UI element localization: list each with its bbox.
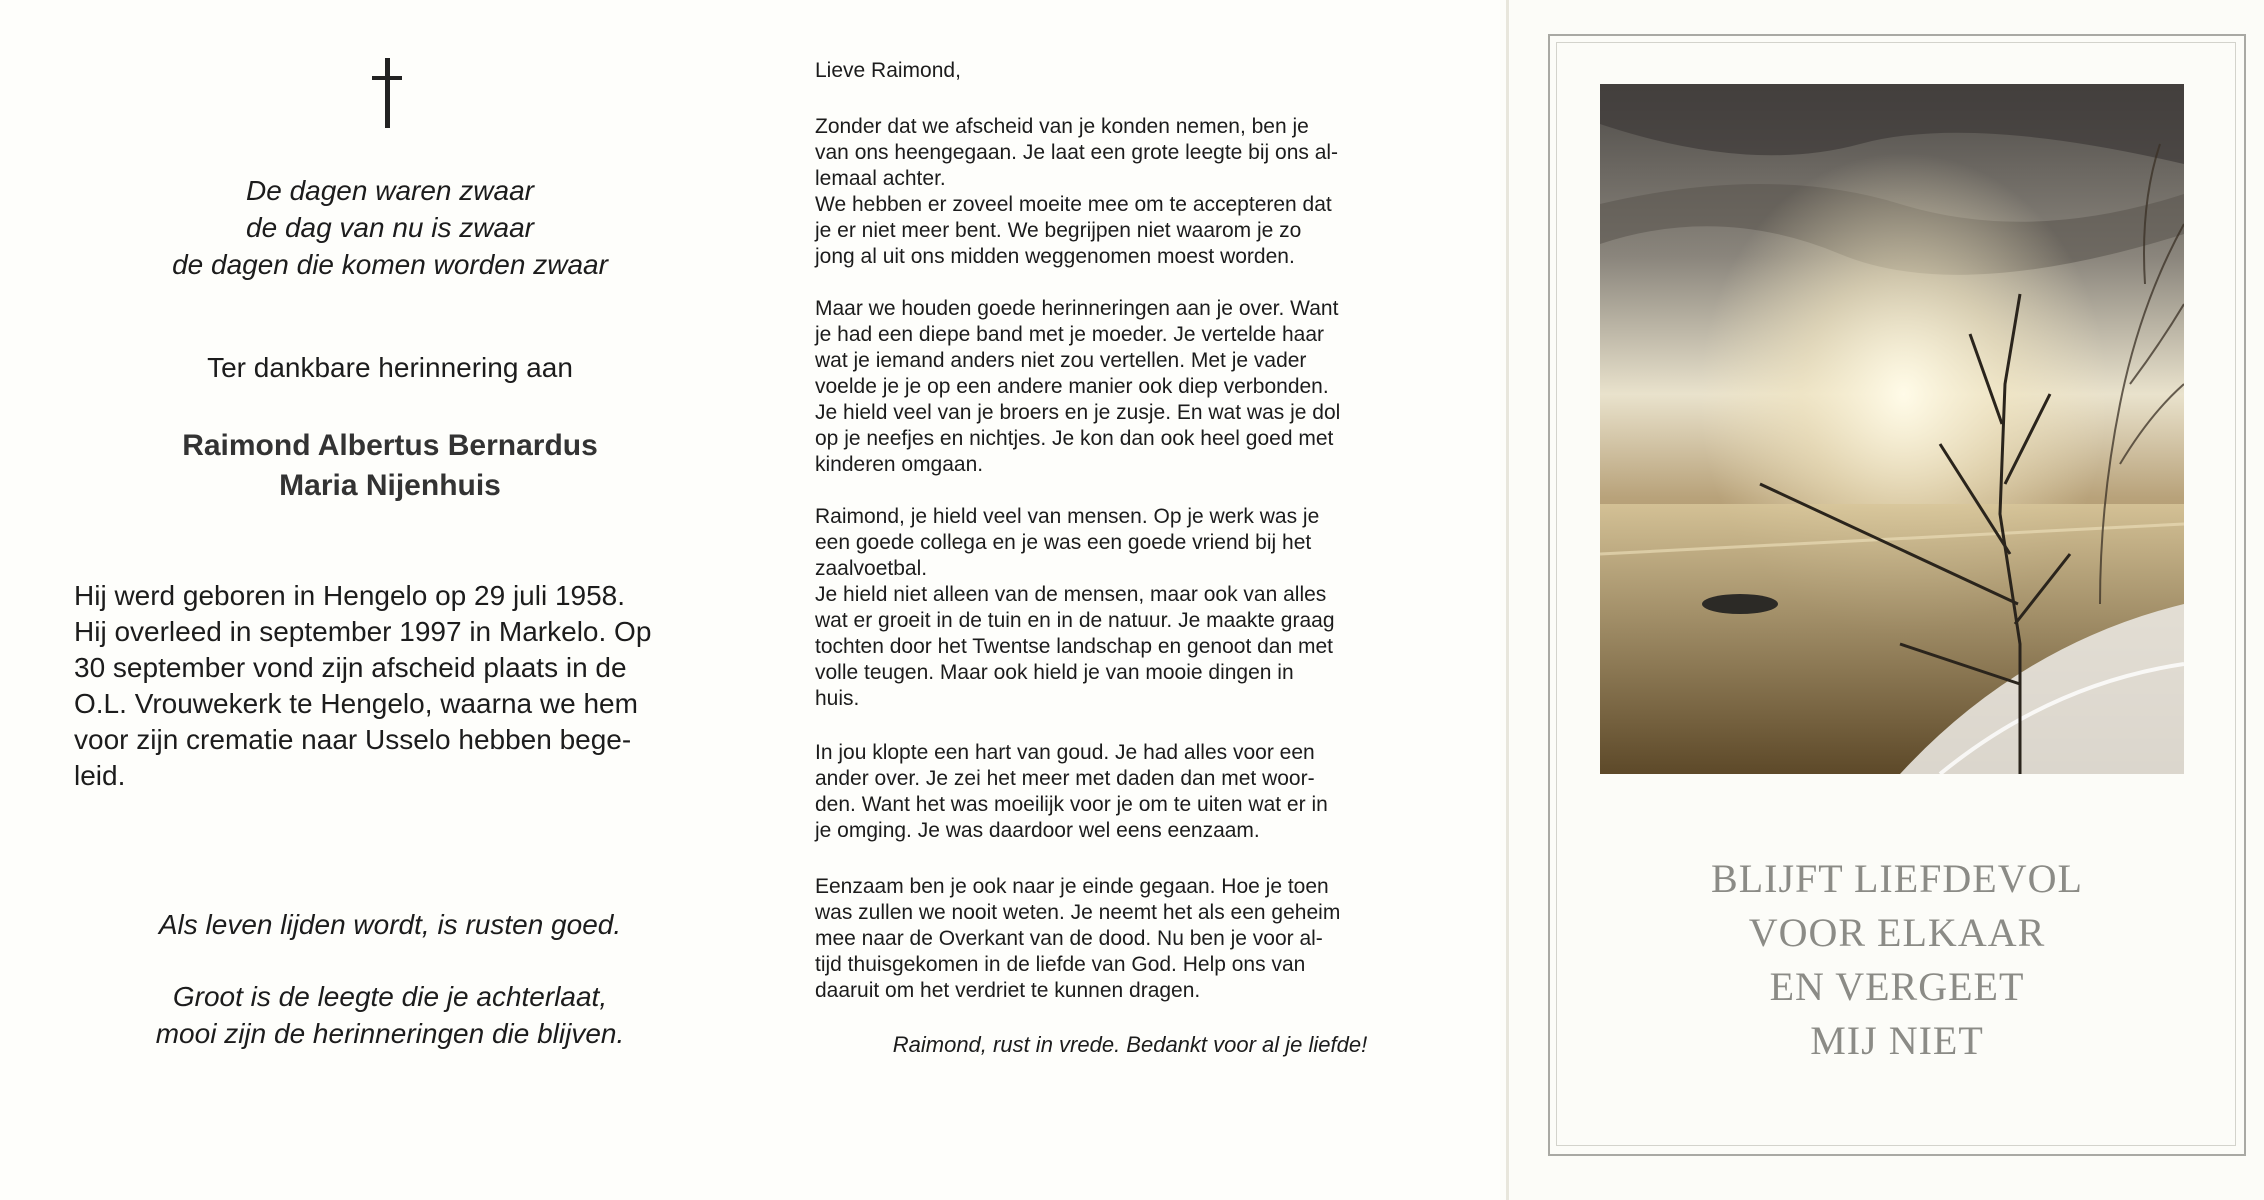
letter-line: was zullen we nooit weten. Je neemt het als een geheim [815, 901, 1341, 924]
motto-line: BLIJFT LIEFDEVOL [1711, 856, 2083, 901]
letter-line: In jou klopte een hart van goud. Je had alles voor een [815, 741, 1315, 764]
letter-line: We hebben er zoveel moeite mee om te accepteren dat [815, 193, 1332, 216]
bio-line: Hij overleed in september 1997 in Markelo. Op [74, 616, 652, 647]
dedication: Ter dankbare herinnering aan [207, 352, 573, 383]
quote-line: Groot is de leegte die je achterlaat, [172, 981, 608, 1012]
letter-line: lemaal achter. [815, 167, 946, 190]
letter-paragraph-3 [815, 504, 1445, 712]
letter-line: Je hield veel van je broers en je zusje. En wat was je dol [815, 401, 1341, 424]
letter-greeting: Lieve Raimond, [815, 59, 961, 82]
letter-paragraph-1 [815, 114, 1445, 270]
letter-line: van ons heengegaan. Je laat een grote leegte bij ons al- [815, 141, 1339, 164]
poem-line: De dagen waren zwaar [246, 175, 534, 206]
letter-line: Maar we houden goede herinneringen aan je over. Want [815, 297, 1339, 320]
motto [1560, 852, 2234, 1068]
letter-closing: Raimond, rust in vrede. Bedankt voor al je liefde! [892, 1032, 1368, 1057]
bio-line: voor zijn crematie naar Usselo hebben bege- [74, 724, 632, 755]
quote-line: mooi zijn de herinneringen die blijven. [155, 1018, 625, 1049]
biography [74, 578, 706, 794]
letter-line: daaruit om het verdriet te kunnen dragen. [815, 979, 1201, 1002]
letter-line: den. Want het was moeilijk voor je om te uiten wat er in [815, 793, 1328, 816]
card-fold [1506, 0, 1509, 1200]
letter-line: jong al uit ons midden weggenomen moest worden. [815, 245, 1295, 268]
letter-paragraph-4 [815, 740, 1445, 844]
letter-line: tijd thuisgekomen in de liefde van God. Help ons van [815, 953, 1306, 976]
cross-icon [372, 58, 402, 128]
letter-line: Zonder dat we afscheid van je konden nemen, ben je [815, 115, 1309, 138]
letter-line: je omging. Je was daardoor wel eens eenzaam. [815, 819, 1260, 842]
letter-line: je had een diepe band met je moeder. Je vertelde haar [815, 323, 1325, 346]
letter-line: Je hield niet alleen van de mensen, maar ook van alles [815, 583, 1327, 606]
opening-poem [90, 172, 690, 283]
letter-line: mee naar de Overkant van de dood. Nu ben je voor al- [815, 927, 1323, 950]
poem-line: de dag van nu is zwaar [246, 212, 534, 243]
name-line-1: Raimond Albertus Bernardus [182, 429, 598, 462]
deceased-name [90, 426, 690, 506]
bio-line: leid. [74, 760, 126, 791]
letter-line: zaalvoetbal. [815, 557, 928, 580]
quote-memories [90, 978, 690, 1052]
name-line-2: Maria Nijenhuis [279, 469, 501, 502]
motto-line: EN VERGEET [1769, 964, 2025, 1009]
letter-line: wat je iemand anders niet zou vertellen. Met je vader [815, 349, 1307, 372]
letter-line: op je neefjes en nichtjes. Je kon dan ook heel goed met [815, 427, 1334, 450]
quote-rest: Als leven lijden wordt, is rusten goed. [158, 909, 622, 940]
letter-line: ander over. Je zei het meer met daden dan met woor- [815, 767, 1315, 790]
letter-line: voelde je je op een andere manier ook diep verbonden. [815, 375, 1329, 398]
letter-line: Eenzaam ben je ook naar je einde gegaan. Hoe je toen [815, 875, 1329, 898]
letter-line: wat er groeit in de tuin en in de natuur. Je maakte graag [815, 609, 1335, 632]
letter-paragraph-5 [815, 874, 1445, 1004]
letter-line: volle teugen. Maar ook hield je van mooie dingen in [815, 661, 1294, 684]
letter-line: tochten door het Twentse landschap en genoot dan met [815, 635, 1333, 658]
letter-line: Raimond, je hield veel van mensen. Op je werk was je [815, 505, 1320, 528]
letter-line: je er niet meer bent. We begrijpen niet waarom je zo [815, 219, 1302, 242]
bio-line: Hij werd geboren in Hengelo op 29 juli 1958. [74, 580, 626, 611]
letter-line: een goede collega en je was een goede vriend bij het [815, 531, 1312, 554]
motto-line: VOOR ELKAAR [1748, 910, 2046, 955]
letter-line: huis. [815, 687, 860, 710]
poem-line: de dagen die komen worden zwaar [172, 249, 608, 280]
lake-sunset-photo [1600, 84, 2184, 774]
letter-paragraph-2 [815, 296, 1445, 478]
letter-line: kinderen omgaan. [815, 453, 984, 476]
bio-line: 30 september vond zijn afscheid plaats in de [74, 652, 627, 683]
motto-line: MIJ NIET [1810, 1018, 1984, 1063]
bio-line: O.L. Vrouwekerk te Hengelo, waarna we hem [74, 688, 638, 719]
